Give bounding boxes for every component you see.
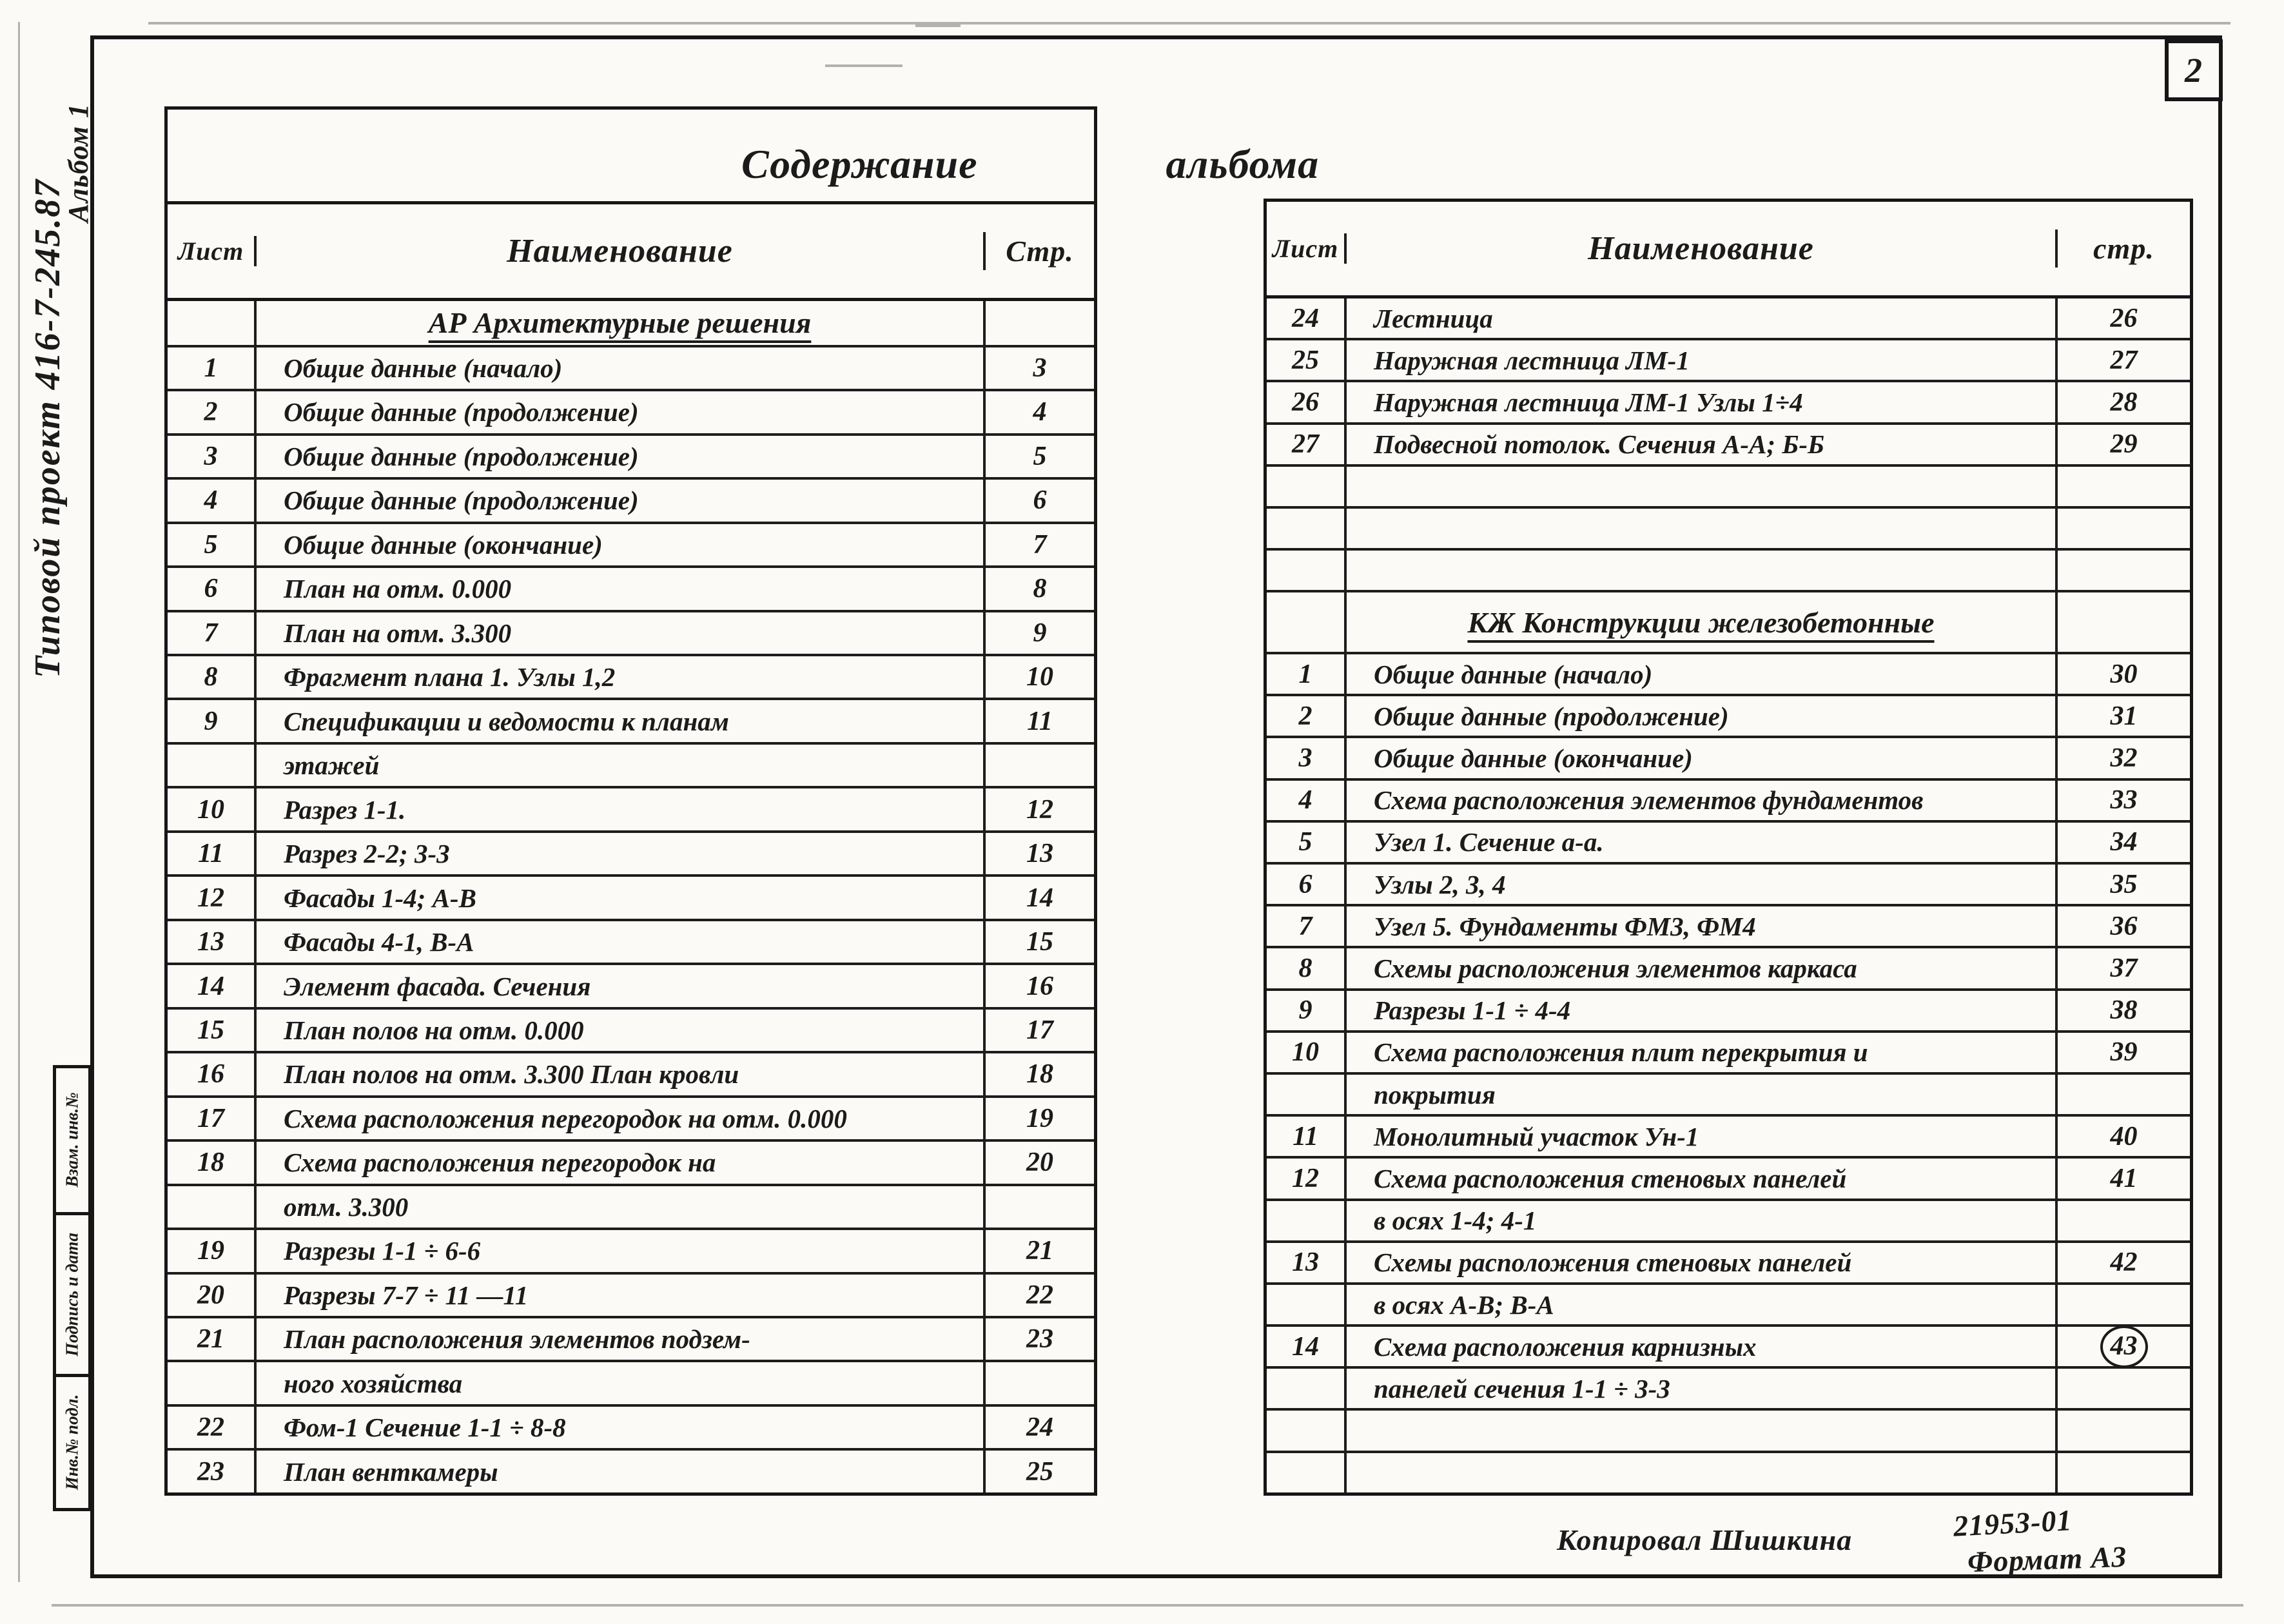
empty-row [1267,551,2190,592]
scan-edge-line [148,22,2230,24]
empty-row [1267,1411,2190,1453]
name-cell: Общие данные (начало) [1347,654,2058,694]
page-number-cell [2058,467,2190,506]
page-number-box [2165,39,2223,101]
name-cell: Разрезы 1-1 ÷ 6-6 [257,1230,986,1271]
table-row [1267,298,2190,340]
table-row [1267,1327,2190,1369]
table-row [1267,781,2190,823]
name-cell: в осях А-В; В-А [1347,1285,2058,1324]
sheet-number-cell [168,745,257,786]
name-cell: Схема расположения стеновых панелей [1347,1159,2058,1198]
page-number-cell [986,301,1094,345]
sheet-number-cell: 18 [168,1142,257,1183]
table-row [1267,654,2190,696]
sheet-number-cell [1267,1201,1347,1240]
name-cell: отм. 3.300 [257,1186,986,1228]
sheet-number-cell: 8 [168,656,257,698]
table-row [168,1451,1094,1492]
page-number-cell: 25 [1026,1456,1053,1487]
copied-by-label: Копировал Шишкина [1557,1523,1853,1556]
table-row [168,391,1094,435]
sheet-number-cell [1267,1453,1347,1492]
column-header-page: Стр. [1006,235,1074,268]
name-cell [1347,1411,2058,1450]
sheet-number-cell: 25 [1267,340,1347,380]
table-row [168,1275,1094,1318]
name-cell: План на отм. 0.000 [257,568,986,609]
page-number-cell: 22 [1026,1280,1053,1310]
name-cell: Лестница [1347,298,2058,338]
table-row [168,1318,1094,1362]
sheet-number-cell: 12 [168,877,257,918]
table-row [168,700,1094,744]
page-number-cell: 10 [1026,662,1053,692]
name-cell: покрытия [1347,1075,2058,1114]
table-row [168,347,1094,391]
title-word: альбома [1166,141,1320,187]
name-cell [1347,551,2058,590]
sheet-number-cell: 10 [1267,1033,1347,1072]
empty-row [1267,509,2190,551]
page-number: 2 [2185,51,2203,90]
sheet-number-cell: 9 [1267,991,1347,1030]
title-band [168,110,1094,204]
page-number-cell: 5 [1033,441,1047,471]
name-cell: этажей [257,745,986,786]
page-number-cell: 12 [1026,794,1053,825]
stamp-cell-inv [56,1377,88,1508]
page-number-cell: 27 [2110,345,2138,375]
table-row [1267,340,2190,382]
sheet-number-cell [1267,1369,1347,1408]
sheet-number-cell: 3 [168,436,257,477]
sheet-number-cell: 11 [1267,1117,1347,1156]
name-cell: Разрез 1-1. [257,788,986,830]
column-header-sheet: Лист [1267,233,1347,264]
name-cell: План полов на отм. 0.000 [257,1010,986,1051]
page-number-cell [2058,1411,2190,1450]
page-number-cell: 23 [1026,1324,1053,1355]
sheet-number-cell: 16 [168,1053,257,1095]
table-row [1267,382,2190,424]
page-number-cell [2058,1369,2190,1408]
name-cell: панелей сечения 1-1 ÷ 3-3 [1347,1369,2058,1408]
sheet-number-cell: 26 [1267,382,1347,422]
name-cell: в осях 1-4; 4-1 [1347,1201,2058,1240]
table-row [168,1142,1094,1186]
sheet-number-cell: 8 [1267,948,1347,988]
sheet-number-cell [1267,509,1347,548]
page-number-cell: 31 [2110,701,2138,731]
name-cell: Узел 1. Сечение а-а. [1347,823,2058,862]
scan-edge-line [52,1604,2243,1607]
page-number-cell: 7 [1033,529,1047,560]
page-number-cell [2058,551,2190,590]
name-cell: Разрезы 7-7 ÷ 11 —11 [257,1275,986,1316]
continuation-row [1267,1285,2190,1327]
table-row [168,833,1094,877]
sheet-number-cell [168,1362,257,1404]
name-cell: Общие данные (продолжение) [1347,696,2058,736]
sheet-number-cell: 14 [1267,1327,1347,1366]
section-header-row [1267,592,2190,654]
page-number-cell: 38 [2110,995,2138,1026]
column-header-sheet: Лист [168,236,257,266]
name-cell: План расположения элементов подзем- [257,1318,986,1360]
page-number-cell: 29 [2110,429,2138,460]
page-number-cell: 30 [2110,659,2138,689]
name-cell: Монолитный участок Ун-1 [1347,1117,2058,1156]
page-number-cell: 34 [2110,827,2138,857]
name-cell: Разрезы 1-1 ÷ 4-4 [1347,991,2058,1030]
page-number-cell: 14 [1026,883,1053,913]
sheet-number-cell: 14 [168,965,257,1006]
sheet-number-cell [1267,1075,1347,1114]
page-number-cell: 15 [1026,927,1053,957]
page-number-cell: 13 [1026,839,1053,869]
name-cell: Общие данные (окончание) [257,524,986,565]
table-row [168,1010,1094,1053]
continuation-row [1267,1369,2190,1411]
sheet-number-cell: 5 [1267,823,1347,862]
empty-row [1267,467,2190,509]
stamp-label: Подпись и дата [62,1232,82,1356]
table-row [168,568,1094,612]
page-number-cell [2058,1075,2190,1114]
sheet-number-cell: 4 [168,480,257,521]
sheet-number-cell: 13 [1267,1243,1347,1282]
table-row [1267,991,2190,1033]
table-row [1267,1033,2190,1075]
sheet-number-cell: 2 [168,391,257,433]
continuation-row [1267,1075,2190,1117]
name-cell: Схемы расположения стеновых панелей [1347,1243,2058,1282]
name-cell: Схемы расположения элементов каркаса [1347,948,2058,988]
sheet-number-cell: 17 [168,1098,257,1139]
name-cell: КЖ Конструкции железобетонные [1347,592,2058,652]
page-number-cell [2058,1327,2190,1366]
table-row [1267,948,2190,990]
table-body [1267,298,2190,1492]
table-row [168,965,1094,1009]
sheet-number-cell: 1 [1267,654,1347,694]
page-number-cell: 6 [1033,485,1047,516]
sheet-number-cell: 6 [168,568,257,609]
page-number-cell: 17 [1026,1015,1053,1045]
table-row [1267,865,2190,906]
sheet-number-cell: 22 [168,1407,257,1448]
page-number-cell: 18 [1026,1059,1053,1090]
table-header-row [168,204,1094,301]
table-row [168,788,1094,832]
sheet-number-cell: 11 [168,833,257,874]
name-cell [1347,1453,2058,1492]
table-row [168,1098,1094,1142]
page-number-cell [2058,1201,2190,1240]
sheet-number-cell: 1 [168,347,257,389]
page-number-cell: 39 [2110,1037,2138,1068]
table-row [1267,696,2190,738]
page-number-cell: 8 [1033,574,1047,604]
sheet-number-cell: 3 [1267,738,1347,778]
scan-artifact [915,24,961,27]
table-row [168,480,1094,523]
name-cell: Узлы 2, 3, 4 [1347,865,2058,904]
sheet-number-cell: 9 [168,700,257,741]
sheet-number-cell [168,1186,257,1228]
sheet-number-cell: 19 [168,1230,257,1271]
sheet-number-cell [1267,467,1347,506]
page-number-cell: 40 [2110,1121,2138,1151]
name-cell [1347,467,2058,506]
name-cell: План венткамеры [257,1451,986,1492]
name-cell: Схема расположения элементов фундаментов [1347,781,2058,820]
name-cell: Фасады 1-4; А-В [257,877,986,918]
page-number-cell [2058,1453,2190,1492]
table-row [1267,738,2190,780]
page-number-cell: 9 [1033,618,1047,648]
page-number-cell: 24 [1026,1413,1053,1443]
name-cell: Фасады 4-1, В-А [257,921,986,963]
page-number-cell: 16 [1026,971,1053,1001]
table-row [168,1230,1094,1274]
table-row [168,612,1094,656]
page-number-cell: 21 [1026,1236,1053,1266]
name-cell: АР Архитектурные решения [257,301,986,345]
column-header-page: стр. [2093,232,2154,265]
name-cell: Разрез 2-2; 3-3 [257,833,986,874]
table-row [1267,1117,2190,1159]
sheet-number-cell: 21 [168,1318,257,1360]
page-number-cell: 19 [1026,1103,1053,1133]
title-word: Содержание [741,141,978,187]
name-cell: Общие данные (продолжение) [257,480,986,521]
sidebar-project-label: Типовой проект 416-7-245.87 [28,178,68,678]
name-cell: Наружная лестница ЛМ-1 Узлы 1÷4 [1347,382,2058,422]
table-row [1267,823,2190,865]
sheet-number-cell: 7 [1267,906,1347,946]
page-number-cell: 41 [2110,1163,2138,1193]
table-row [168,877,1094,921]
continuation-row [1267,1201,2190,1243]
sheet-number-cell: 10 [168,788,257,830]
page-number-cell: 33 [2110,785,2138,816]
stamp-cell-vzam [56,1068,88,1215]
page-number-cell [986,1186,1094,1228]
sheet-number-cell: 27 [1267,425,1347,464]
table-row [168,1407,1094,1451]
name-cell: Общие данные (продолжение) [257,391,986,433]
table-row [1267,906,2190,948]
page-number-cell: 37 [2110,954,2138,984]
sheet-number-cell: 12 [1267,1159,1347,1198]
name-cell: Спецификации и ведомости к планам [257,700,986,741]
page-number-cell [986,1362,1094,1404]
stamp-label: Взам. инв.№ [62,1092,82,1188]
page-number-cell [2058,592,2190,652]
stamp-cell-podpis [56,1215,88,1377]
sheet-number-cell [168,301,257,345]
section-header-row [168,301,1094,347]
empty-row [1267,1453,2190,1492]
page-number-cell: 11 [1027,706,1053,736]
table-header-row [1267,202,2190,298]
name-cell: ного хозяйства [257,1362,986,1404]
page-number-cell: 32 [2110,743,2138,774]
sheet-number-cell: 7 [168,612,257,654]
page-number-cell: 4 [1033,397,1047,427]
table-row [1267,1243,2190,1285]
scan-edge-line [18,22,20,1582]
page-number-cell [2058,1285,2190,1324]
table-row [168,921,1094,965]
sheet-number-cell: 2 [1267,696,1347,736]
name-cell: План полов на отм. 3.300 План кровли [257,1053,986,1095]
sheet-number-cell: 15 [168,1010,257,1051]
stamp-block [53,1065,92,1511]
name-cell: Общие данные (продолжение) [257,436,986,477]
name-cell: Фрагмент плана 1. Узлы 1,2 [257,656,986,698]
contents-table-left [164,106,1097,1496]
format-label: Формат А3 [1967,1540,2128,1579]
sheet-number-cell: 6 [1267,865,1347,904]
table-row [168,524,1094,568]
sheet-number-cell: 5 [168,524,257,565]
sidebar-album-label: Альбом 1 [63,103,94,222]
sheet-number-cell [1267,1411,1347,1450]
name-cell: План на отм. 3.300 [257,612,986,654]
name-cell: Наружная лестница ЛМ-1 [1347,340,2058,380]
name-cell: Подвесной потолок. Сечения А-А; Б-Б [1347,425,2058,464]
page-number-cell [2058,509,2190,548]
continuation-row [168,1362,1094,1406]
name-cell: Схема расположения перегородок на отм. 0.000 [257,1098,986,1139]
sheet-number-cell [1267,1285,1347,1324]
contents-table-right [1264,199,2193,1496]
table-row [1267,1159,2190,1200]
table-row [168,436,1094,480]
page-number-cell: 36 [2110,911,2138,941]
circled-page-number: 43 [2100,1326,2148,1368]
name-cell: Схема расположения плит перекрытия и [1347,1033,2058,1072]
page-number-cell: 42 [2110,1247,2138,1278]
sheet-number-cell [1267,551,1347,590]
continuation-row [168,1186,1094,1230]
table-row [168,1053,1094,1097]
page-number-cell: 35 [2110,869,2138,899]
page-number-cell: 3 [1033,353,1047,383]
document-number: 21953-01 [1952,1503,2073,1543]
stamp-label: Инв.№ подл. [62,1394,82,1491]
name-cell: Узел 5. Фундаменты ФМ3, ФМ4 [1347,906,2058,946]
name-cell: Общие данные (окончание) [1347,738,2058,778]
sheet-number-cell [1267,592,1347,652]
table-body [168,301,1094,1492]
page-number-cell: 28 [2110,387,2138,417]
column-header-name: Наименование [1347,230,2058,268]
page-number-cell [986,745,1094,786]
sheet-number-cell: 4 [1267,781,1347,820]
continuation-row [168,745,1094,788]
sheet-number-cell: 20 [168,1275,257,1316]
name-cell: Элемент фасада. Сечения [257,965,986,1006]
table-row [1267,425,2190,467]
sheet-number-cell: 13 [168,921,257,963]
name-cell: Общие данные (начало) [257,347,986,389]
sheet-number-cell: 24 [1267,298,1347,338]
column-header-name: Наименование [257,232,986,270]
name-cell: Фом-1 Сечение 1-1 ÷ 8-8 [257,1407,986,1448]
name-cell: Схема расположения карнизных [1347,1327,2058,1366]
sheet-number-cell: 23 [168,1451,257,1492]
name-cell [1347,509,2058,548]
page-number-cell: 20 [1026,1148,1053,1178]
table-row [168,656,1094,700]
name-cell: Схема расположения перегородок на [257,1142,986,1183]
page-number-cell: 26 [2110,303,2138,333]
